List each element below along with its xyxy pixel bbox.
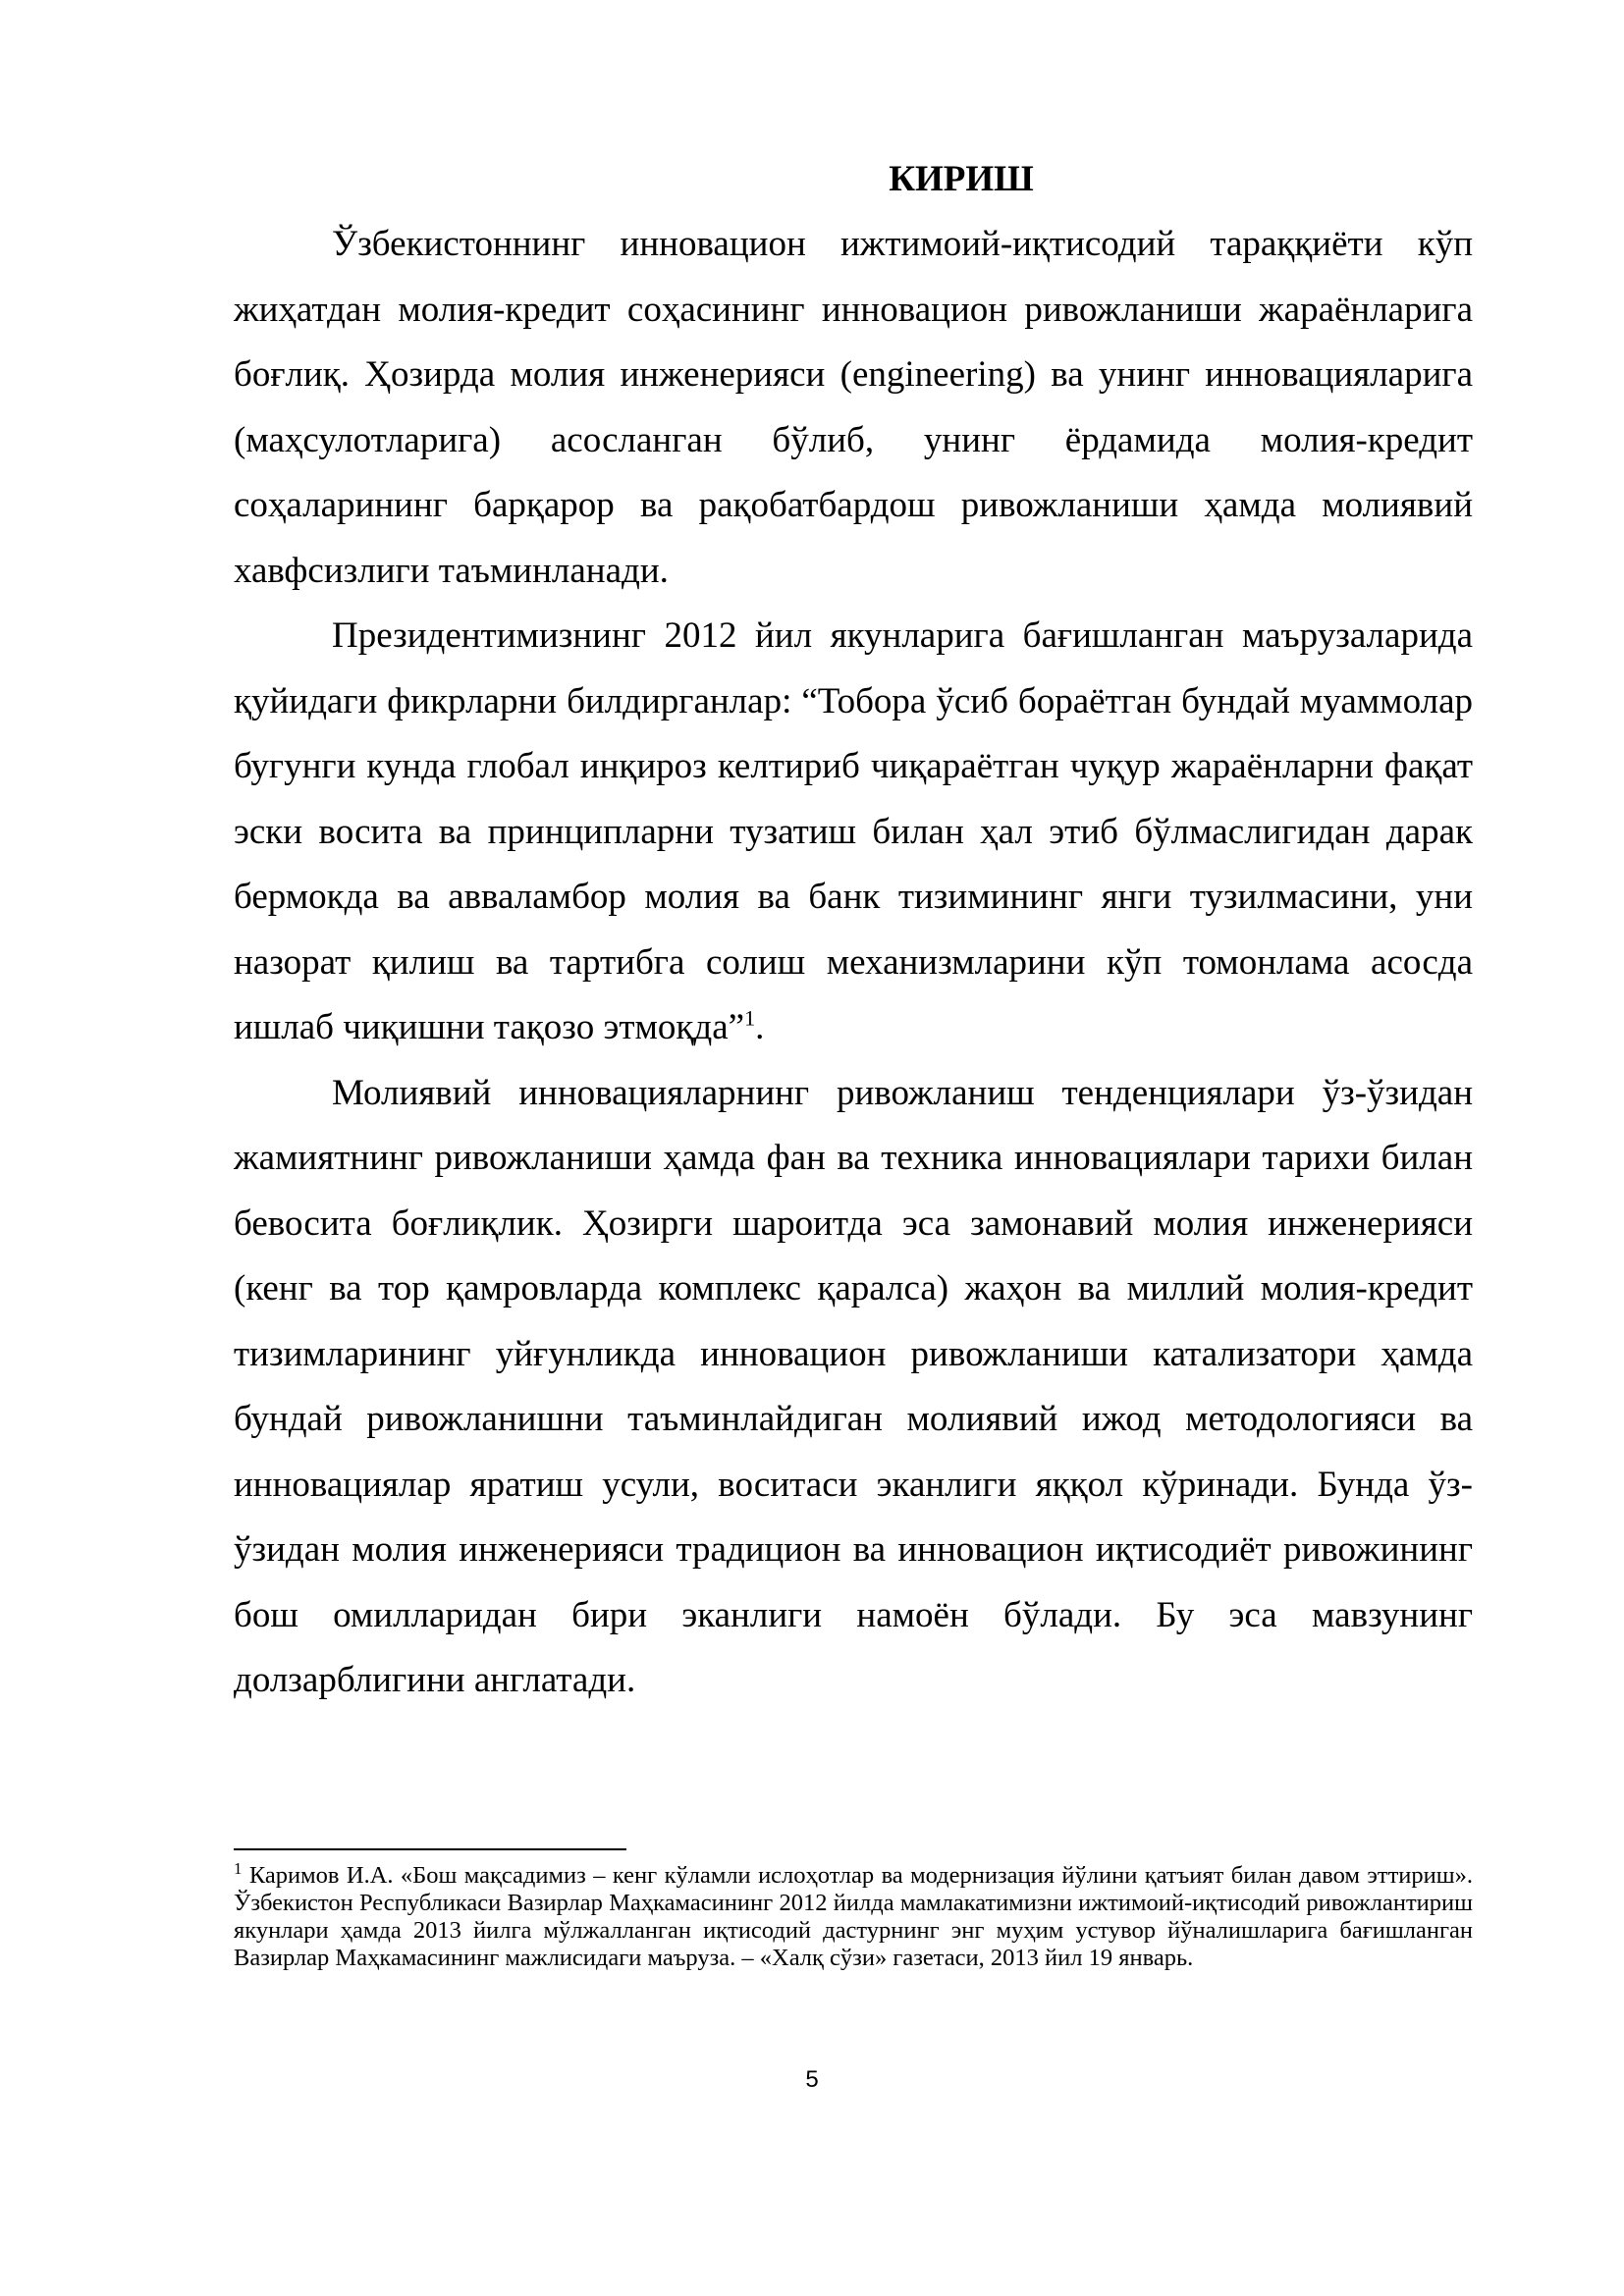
paragraph-relevance-text: Молиявий инновацияларнинг ривожланиш тенденциялари ўз-ўзидан жамиятнинг ривожланиши ҳамда фан ва техника инновациялари тарихи билан бевосита боғлиқлик. Ҳозирги шароитда эса замонавий молия инженерияси (кенг ва тор қамровларда комплекс қаралса) жаҳон ва миллий молия-кредит тизимларининг уйғунликда инновацион ривожланиши катализатори ҳамда бундай ривожланишни таъминлайдиган молиявий ижод методологияси ва инновациялар яратиш усули, воситаси эканлиги яққол кўринади. Бунда ўз-ўзидан молия инженерияси традицион ва инновацион иқтисодиёт ривожининг бош омилларидан бири эканлиги намоён бўлади. Бу эса мавзунинг долзарблигини англатади. (234, 1072, 1473, 1700)
footnote-separator (234, 1848, 626, 1850)
page-title: КИРИШ (889, 159, 1034, 199)
page-number: 5 (805, 2066, 819, 2093)
paragraph-quote (234, 604, 1473, 1061)
paragraph-quote-text: Президентимизнинг 2012 йил якунларига бағишланган маърузаларида қуйидаги фикрларни билдирганлар: “Тобора ўсиб бораётган бундай муаммолар бугунги кунда глобал инқироз келтириб чиқараётган чуқур жараёнларни фақат эски восита ва принципларни тузатиш билан ҳал этиб бўлмаслигидан дарак бермокда ва авваламбор молия ва банк тизимининг янги тузилмасини, уни назорат қилиш ва тартибга солиш механизмларини кўп томонлама асосда ишлаб чиқишни тақозо этмоқда” (234, 615, 1473, 1047)
footnote (234, 1858, 1473, 1972)
body-text (234, 147, 1473, 1714)
footnote-reference[interactable]: 1 (744, 1005, 756, 1031)
paragraph-relevance (234, 1061, 1473, 1714)
footnote-marker: 1 (234, 1858, 243, 1878)
paragraph-intro (234, 212, 1473, 604)
paragraph-intro-text: Ўзбекистоннинг инновацион ижтимоий-иқтисодий тараққиёти кўп жиҳатдан молия-кредит соҳасининг инновацион ривожланиши жараёнларига боғлиқ. Ҳозирда молия инженерияси (engineering) ва унинг инновацияларига (маҳсулотларига) асосланган бўлиб, унинг ёрдамида молия-кредит соҳаларининг барқарор ва рақобатбардош ривожланиши ҳамда молиявий хавфсизлиги таъминланади. (234, 224, 1473, 591)
paragraph-quote-end: . (755, 1007, 765, 1047)
footnote-text: Каримов И.А. «Бош мақсадимиз – кенг кўламли ислоҳотлар ва модернизация йўлини қатъият билан давом эттириш». Ўзбекистон Республикаси Вазирлар Маҳкамасининг 2012 йилда мамлакатимизни ижтимоий-иқтисодий ривожлантириш якунлари ҳамда 2013 йилга мўлжалланган иқтисодий дастурнинг энг муҳим устувор йўналишларига бағишланган Вазирлар Маҳкамасининг мажлисидаги маъруза. – «Халқ сўзи» газетаси, 2013 йил 19 январь. (234, 1862, 1473, 1971)
